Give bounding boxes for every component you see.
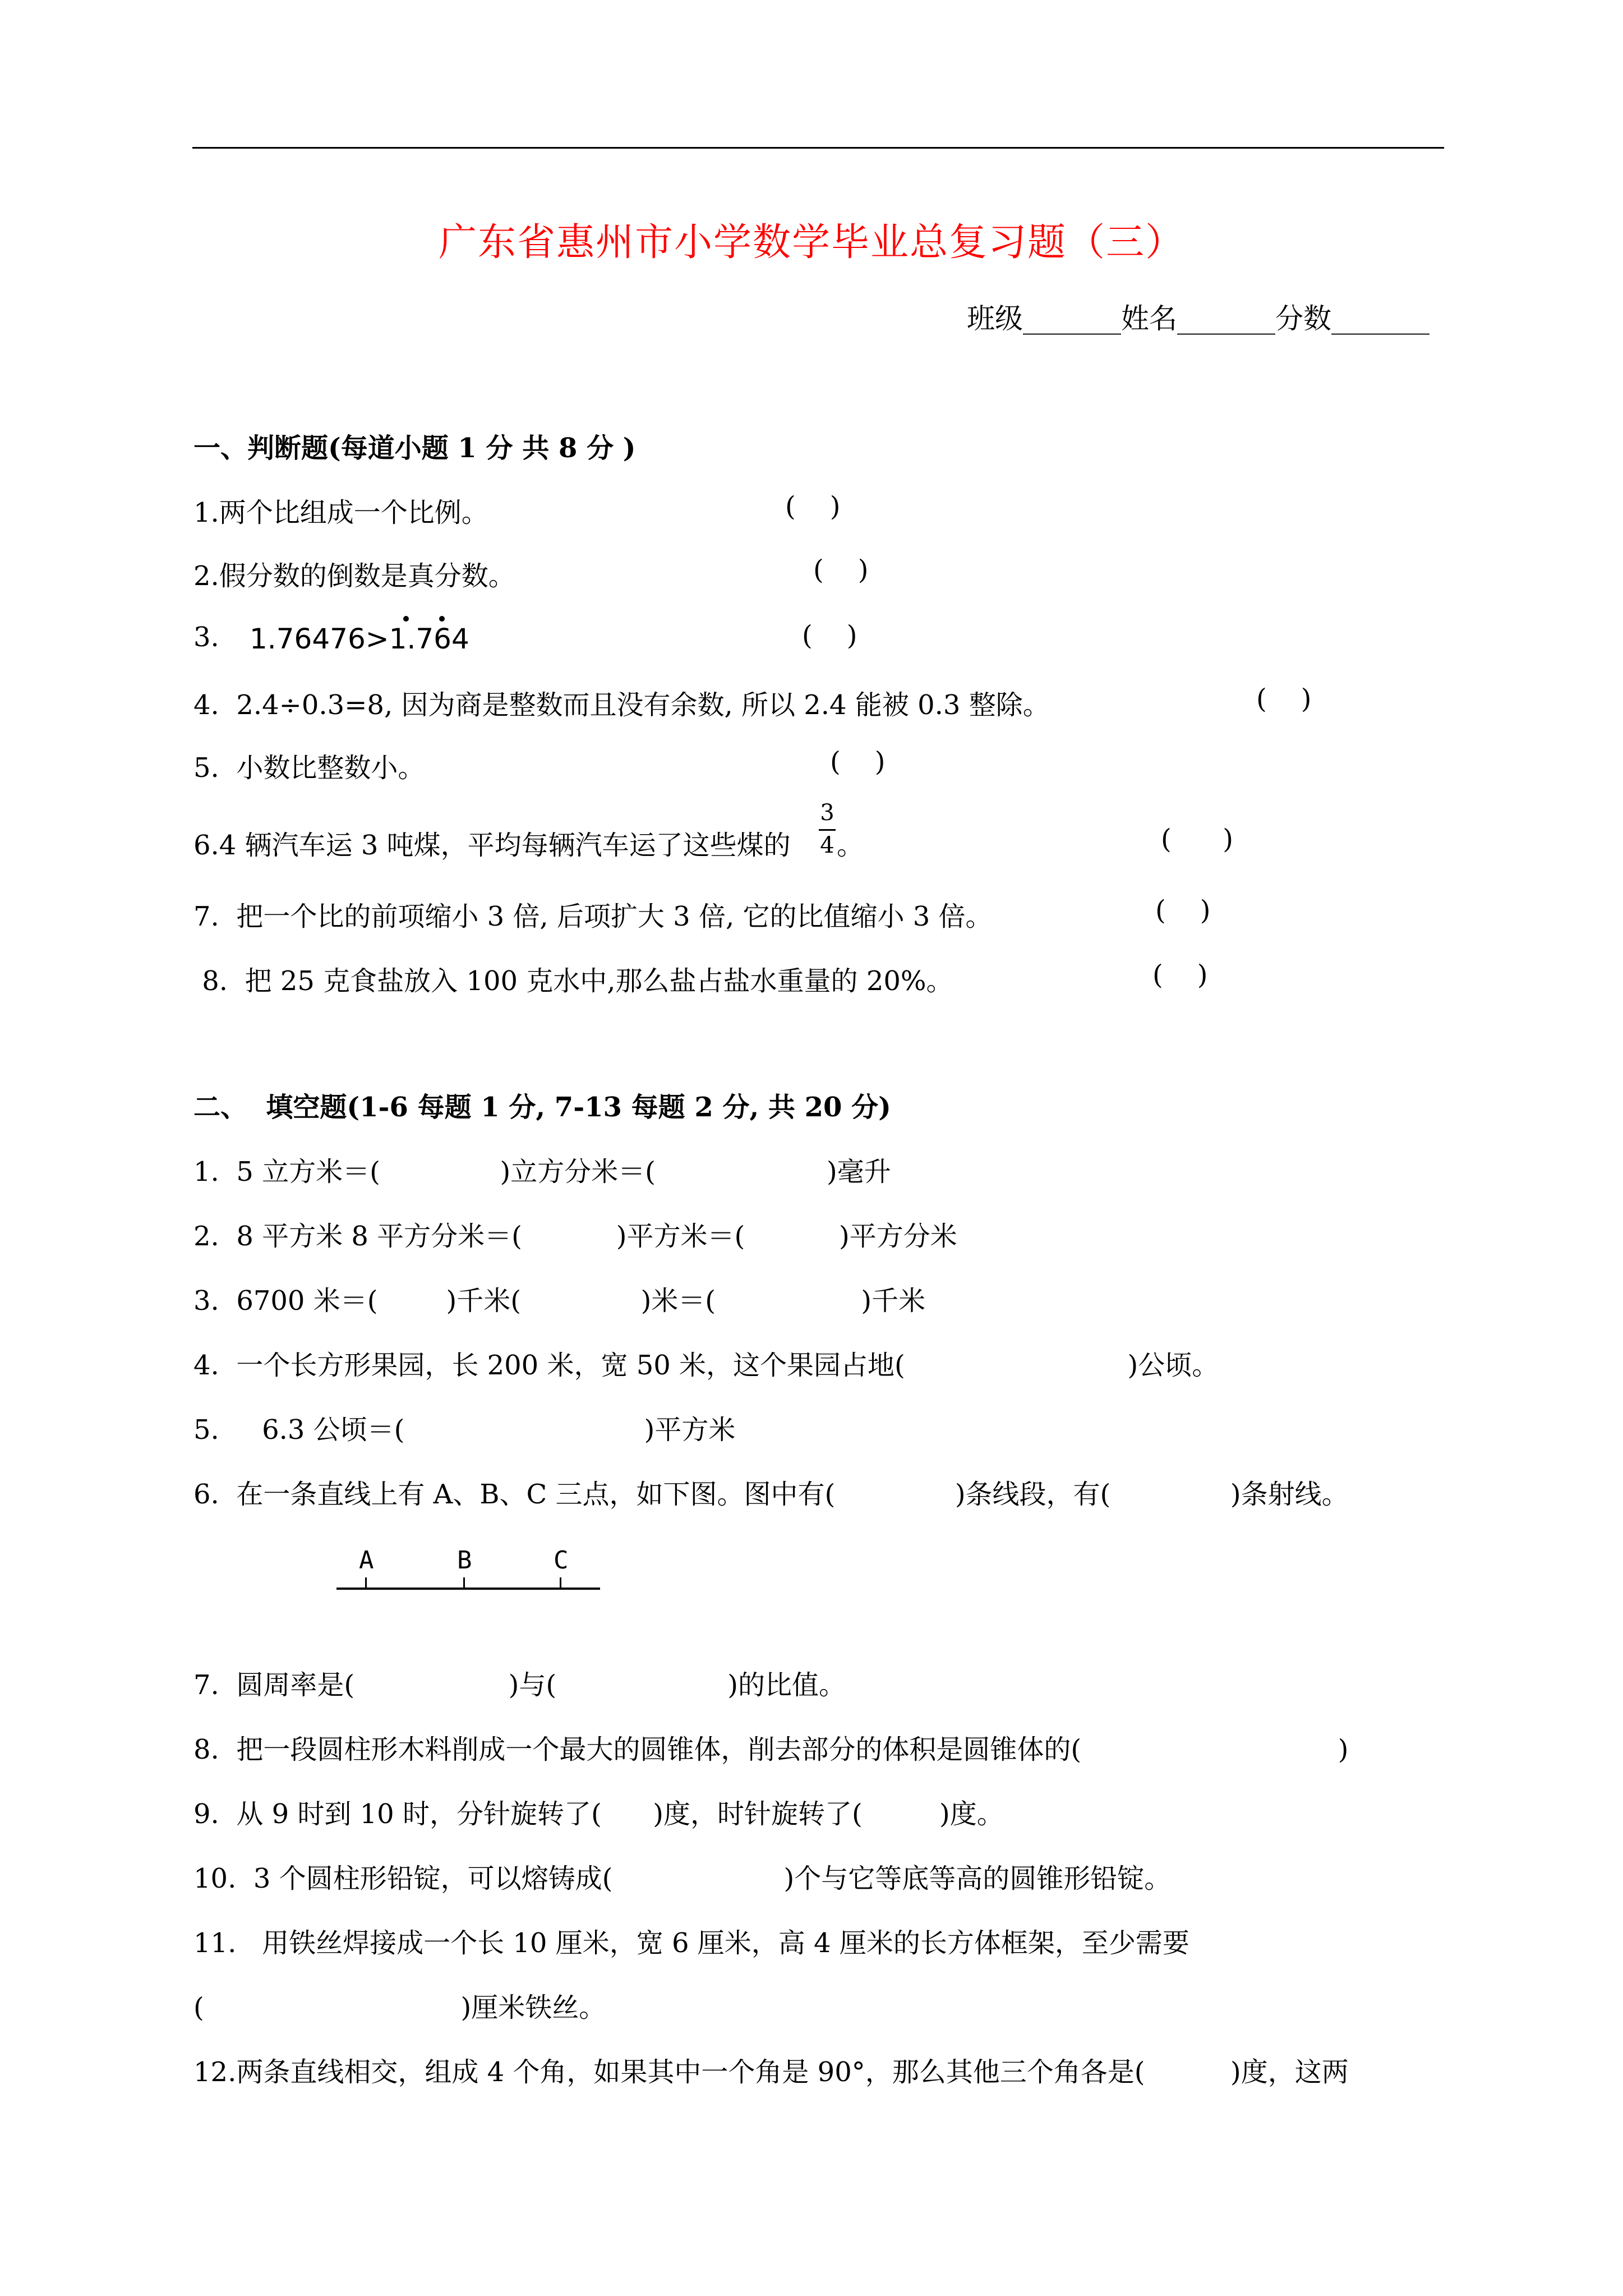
s1-answer-5: ( ) xyxy=(830,746,886,777)
point-b-tick xyxy=(463,1577,465,1589)
s1-question-1: 1.两个比组成一个比例。 xyxy=(193,497,488,528)
s1-answer-7: ( ) xyxy=(1155,895,1211,926)
fraction-bar xyxy=(819,829,836,831)
s1-question-5: 5. 小数比整数小。 xyxy=(193,752,425,784)
s1-question-4: 4. 2.4÷0.3=8, 因为商是整数而且没有余数, 所以 2.4 能被 0.3 整除。 xyxy=(193,689,1050,721)
s2-question-8: 8. 把一段圆柱形木料削成一个最大的圆锥体，削去部分的体积是圆锥体的( ) xyxy=(193,1734,1349,1765)
s1-question-2: 2.假分数的倒数是真分数。 xyxy=(193,560,515,592)
s2-question-10: 10. 3 个圆柱形铅锭，可以熔铸成( )个与它等底等高的圆锥形铅锭。 xyxy=(193,1863,1172,1894)
s2-question-5: 5. 6.3 公顷＝( )平方米 xyxy=(193,1414,736,1446)
page-title: 广东省惠州市小学数学毕业总复习题（三） xyxy=(438,220,1184,265)
section1-heading: 一、判断题(每道小题 1 分 共 8 分 ) xyxy=(193,432,636,464)
fraction-denominator: 4 xyxy=(820,832,834,858)
s2-question-11-line2: ( )厘米铁丝。 xyxy=(193,1992,606,2023)
s1-question-3: 3. xyxy=(193,622,219,653)
repeating-dot-mark xyxy=(439,616,445,622)
top-rule xyxy=(192,147,1444,149)
s1-answer-1: ( ) xyxy=(785,491,841,522)
s2-question-9: 9. 从 9 时到 10 时，分针旋转了( )度，时针旋转了( )度。 xyxy=(193,1798,1004,1830)
s1-answer-6: ( ) xyxy=(1161,823,1233,855)
repeating-dot-mark xyxy=(403,616,409,622)
s1-answer-3: ( ) xyxy=(802,620,857,651)
s1-question-3-expression: 1.76476>1.764 xyxy=(250,623,469,655)
s1-answer-8: ( ) xyxy=(1152,959,1208,991)
point-c-label: C xyxy=(554,1546,569,1575)
point-a-label: A xyxy=(359,1546,374,1575)
s2-question-12: 12.两条直线相交，组成 4 个角，如果其中一个角是 90°，那么其他三个角各是( )度，这两 xyxy=(193,2056,1349,2088)
student-info-line: 班级_______姓名_______分数_______ xyxy=(967,302,1430,335)
s1-question-8: 8. 把 25 克食盐放入 100 克水中,那么盐占盐水重量的 20%。 xyxy=(193,965,953,997)
s1-question-7: 7. 把一个比的前项缩小 3 倍, 后项扩大 3 倍, 它的比值缩小 3 倍。 xyxy=(193,901,993,932)
s2-question-4: 4. 一个长方形果园，长 200 米，宽 50 米，这个果园占地( )公顷。 xyxy=(193,1350,1219,1381)
s2-question-7: 7. 圆周率是( )与( )的比值。 xyxy=(193,1669,846,1701)
s1-question-6: 6.4 辆汽车运 3 吨煤，平均每辆汽车运了这些煤的 xyxy=(193,830,791,861)
point-b-label: B xyxy=(457,1546,472,1575)
fraction-numerator: 3 xyxy=(820,800,834,826)
s1-answer-4: ( ) xyxy=(1256,683,1312,715)
point-a-tick xyxy=(365,1577,367,1589)
s2-question-1: 1. 5 立方米＝( )立方分米＝( )毫升 xyxy=(193,1156,891,1188)
s2-question-11-line1: 11. 用铁丝焊接成一个长 10 厘米，宽 6 厘米，高 4 厘米的长方体框架，至少需要 xyxy=(193,1927,1189,1959)
s1-question-6-end: 。 xyxy=(837,830,864,861)
s1-answer-2: ( ) xyxy=(813,554,869,586)
s2-question-6: 6. 在一条直线上有 A、B、C 三点，如下图。图中有( )条线段，有( )条射线。 xyxy=(193,1479,1349,1510)
section2-heading: 二、 填空题(1-6 每题 1 分, 7-13 每题 2 分, 共 20 分) xyxy=(193,1092,891,1123)
s2-question-2: 2. 8 平方米 8 平方分米＝( )平方米＝( )平方分米 xyxy=(193,1221,957,1252)
point-c-tick xyxy=(560,1577,561,1589)
s2-question-3: 3. 6700 米＝( )千米( )米＝( )千米 xyxy=(193,1285,926,1317)
